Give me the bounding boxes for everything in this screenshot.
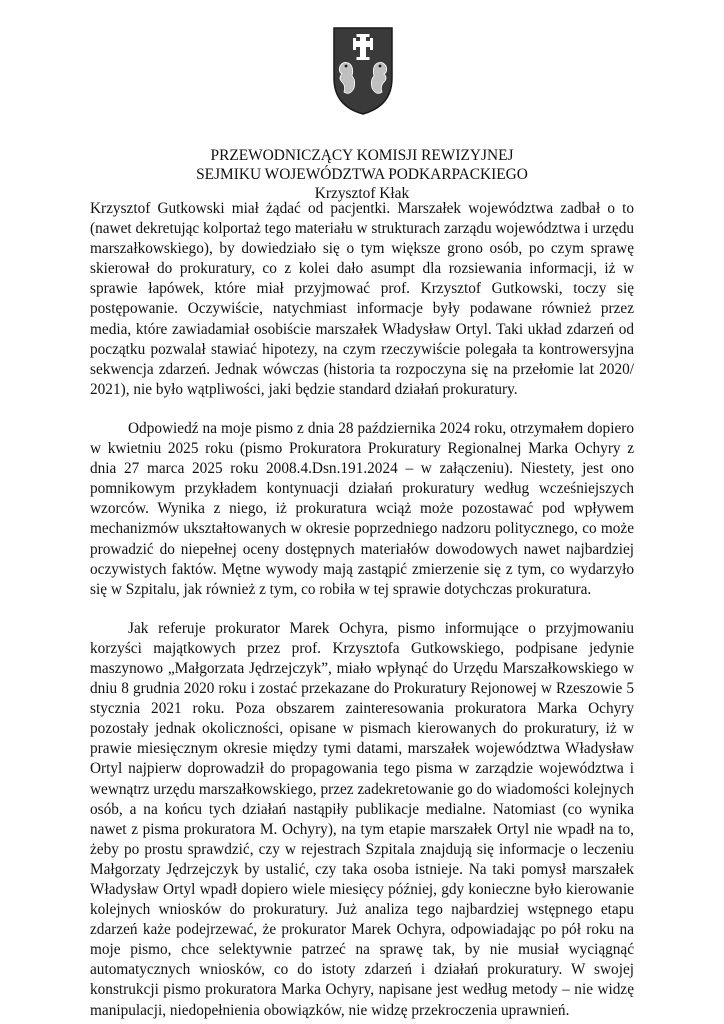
document-body xyxy=(90,199,634,1021)
header-author: Krzysztof Kłak xyxy=(314,185,410,202)
header-title-line2: SEJMIKU WOJEWÓDZTWA PODKARPACKIEGO xyxy=(196,166,528,183)
paragraph: Odpowiedź na moje pismo z dnia 28 października 2024 roku, otrzymałem dopiero w kwietniu 2025 roku (pismo Prokuratora Prokuratury Regionalnej Marka Ochyry z dnia 27 marca 2025 roku 2008.4.Dsn.191.2024 – w załączeniu). Niestety, jest ono pomnikowym przykładem kontynuacji działań prokuratury według wcześniejszych wzorców. Wynika z niego, iż prokuratura wciąż może pozostawać pod wpływem mechanizmów ukształtowanych w okresie poprzedniego nadzoru politycznego, co może prowadzić do niepełnej oceny dostępnych materiałów dowodowych nawet najbardziej oczywistych faktów. Mętne wywody mają zastąpić zmierzenie się z tym, co wydarzyło się w Szpitalu, jak również z tym, co robiła w tej sprawie dotychczas prokuratura. xyxy=(90,419,634,598)
paragraph: Krzysztof Gutkowski miał żądać od pacjentki. Marszałek województwa zadbał o to (nawet dekretując kolportaż tego materiału w strukturach zarządu województwa i urzędu marszałkowskiego), by dowiedziało się o tym większe grono osób, po czym sprawę skierował do prokuratury, co z kolei dało asumpt dla rozsiewania informacji, iż w sprawie łapówek, które miał przyjmować prof. Krzysztof Gutkowski, toczy się postępowanie. Oczywiście, natychmiast informacje były podawane również przez media, które zawiadamiał osobiście marszałek Władysław Ortyl. Taki układ zdarzeń od początku pozwalał stawiać hipotezy, na czym rzeczywiście polegała ta kontrowersyjna sekwencja zdarzeń. Jednak wówczas (historia ta rozpoczyna się na przełomie lat 2020/ 2021), nie było wątpliwości, jaki będzie standard działań prokuratury. xyxy=(90,200,634,398)
coat-of-arms-icon xyxy=(332,26,394,116)
header-title-line1: PRZEWODNICZĄCY KOMISJI REWIZYJNEJ xyxy=(210,147,514,164)
document-header xyxy=(90,146,634,203)
paragraph: Jak referuje prokurator Marek Ochyra, pismo informujące o przyjmowaniu korzyści majątkowych przez prof. Krzysztofa Gutkowskiego, podpisane jedynie maszynowo „Małgorzata Jędrzejczyk”, miało wpłynąć do Urzędu Marszałkowskiego w dniu 8 grudnia 2020 roku i zostać przekazane do Prokuratury Rejonowej w Rzeszowie 5 stycznia 2021 roku. Poza obszarem zainteresowania prokuratora Marka Ochyry pozostały jednak okoliczności, opisane w pismach kierowanych do prokuratury, iż w prawie miesięcznym okresie między tymi datami, marszałek województwa Władysław Ortyl najpierw doprowadził do propagowania tego pisma w zarządzie województwa i wewnątrz urzędu marszałkowskiego, przez zadekretowanie go do wiadomości kolejnych osób, a na końcu tych działań nastąpiły publikacje medialne. Natomiast (co wynika nawet z pisma prokuratora M. Ochyry), na tym etapie marszałek Ortyl nie wpadł na to, żeby po prostu sprawdzić, czy w rejestrach Szpitala znajdują się informacje o leczeniu Małgorzaty Jędrzejczyk by ustalić, czy taka osoba istnieje. Na taki pomysł marszałek Władysław Ortyl wpadł dopiero wiele miesięcy później, gdy konieczne było kierowanie kolejnych wniosków do prokuratury. Już analiza tego najbardziej wstępnego etapu zdarzeń każe podejrzewać, że prokurator Marek Ochyra, odpowiadając po pół roku na moje pismo, chce selektywnie patrzeć na sprawę tak, by nie musiał wyciągnąć automatycznych wniosków, co do istoty zdarzeń i działań prokuratury. W swojej konstrukcji pismo prokuratora Marka Ochyry, napisane jest według metody – nie widzę manipulacji, niedopełnienia obowiązków, nie widzę przekroczenia uprawnień. xyxy=(90,619,634,1019)
